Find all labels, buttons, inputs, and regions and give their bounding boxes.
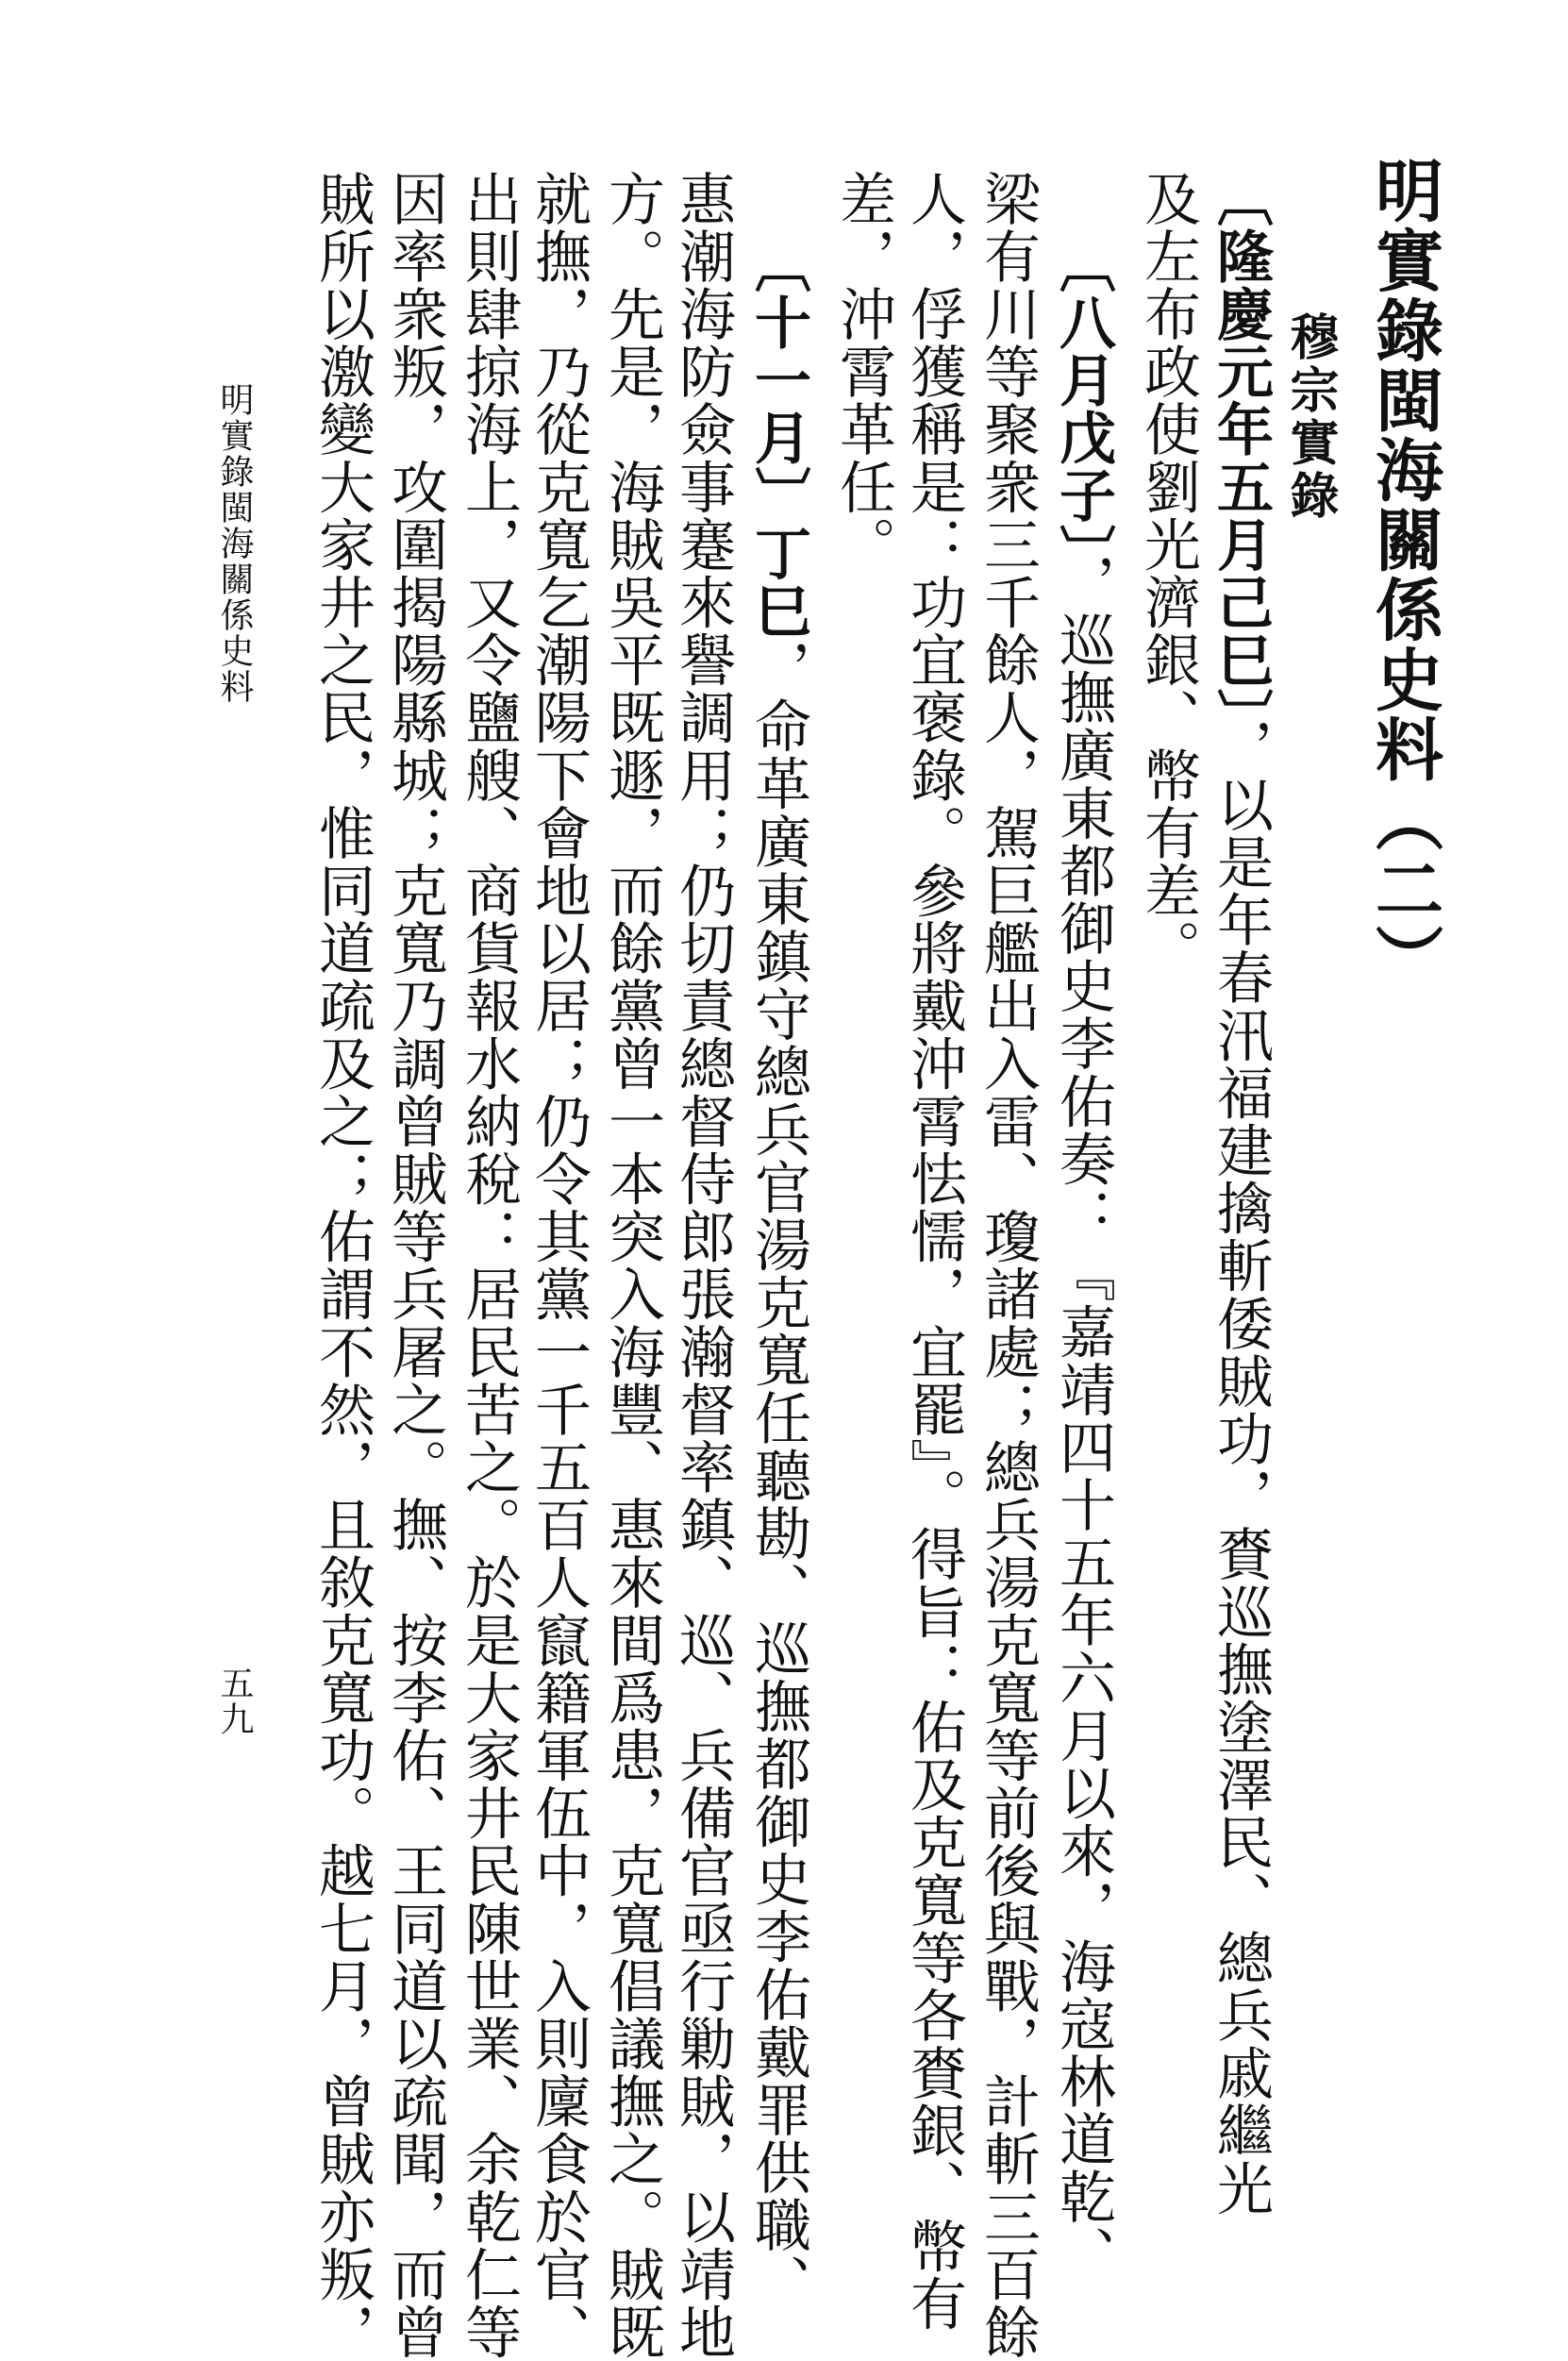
text-column — [745, 236, 811, 2312]
entry-date: 〔十一月〕丁巳 — [745, 236, 811, 640]
running-footer-title: 明實錄閩海關係史料 — [215, 382, 254, 705]
text-column — [599, 170, 665, 2361]
entry-date: 〔隆慶元年五月己巳〕 — [1208, 170, 1274, 718]
entry-text: 人，俘獲稱是：功宜褒錄。參將戴沖霄怯懦，宜罷』。得旨：佑及克寬等各賚銀、幣有 — [901, 170, 967, 2333]
page-number: 五九 — [215, 1666, 254, 1737]
entry-text: ，命革廣東鎮守總兵官湯克寬任聽勘、巡撫都御史李佑戴罪供職、 — [745, 639, 811, 2312]
text-column — [456, 170, 522, 2361]
entry-text: 及左布政使劉光濟銀、幣有差。 — [1135, 170, 1201, 978]
text-column — [309, 170, 375, 2361]
entry-text: 出則肆掠海上，又令鹽艘、商貨報水納稅：居民苦之。於是大家井民陳世業、余乾仁等 — [456, 170, 522, 2361]
text-column — [830, 170, 896, 574]
text-column — [1135, 170, 1201, 978]
text-column — [382, 170, 448, 2361]
text-column — [975, 170, 1041, 2361]
text-column — [525, 170, 592, 2361]
entry-text: 惠潮海防僉事蹇來譽調用；仍切責總督侍郎張瀚督率鎮、巡、兵備官亟行勦賊，以靖地 — [670, 170, 736, 2361]
text-column — [1208, 170, 1274, 2218]
text-column — [1050, 236, 1116, 2284]
entry-text: 賊所以激變大家井之民，惟同道疏及之；佑謂不然，且敘克寬功。越七月，曾賊亦叛， — [309, 170, 375, 2361]
entry-text: 就撫，乃從克寬乞潮陽下會地以居；仍令其黨一千五百人竄籍軍伍中，入則廩食於官、 — [525, 170, 592, 2361]
entry-text: 差，沖霄革任。 — [830, 170, 896, 574]
entry-text: 方。先是，海賊吳平既遯，而餘黨曾一本突入海豐、惠來間爲患，克寬倡議撫之。賊既 — [599, 170, 665, 2361]
text-column — [901, 170, 967, 2333]
page-title: 明實錄閩海關係史料（二） — [1364, 156, 1444, 994]
entry-text: 梁有川等聚衆三千餘人，駕巨艦出入雷、瓊諸處；總兵湯克寬等前後與戰，計斬三百餘 — [975, 170, 1041, 2361]
entry-text: ，巡撫廣東都御史李佑奏：『嘉靖四十五年六月以來，海寇林道乾、 — [1050, 553, 1116, 2284]
text-column — [670, 170, 736, 2361]
entry-date: 〔八月戊子〕 — [1050, 236, 1116, 554]
entry-text: ，以是年春汛福建擒斬倭賊功，賚巡撫塗澤民、總兵戚繼光 — [1208, 718, 1274, 2218]
section-heading: 穆宗實錄 — [1281, 311, 1339, 523]
entry-text: 因率衆叛，攻圍揭陽縣城；克寬乃調曾賊等兵屠之。撫、按李佑、王同道以疏聞，而曾 — [382, 170, 448, 2361]
